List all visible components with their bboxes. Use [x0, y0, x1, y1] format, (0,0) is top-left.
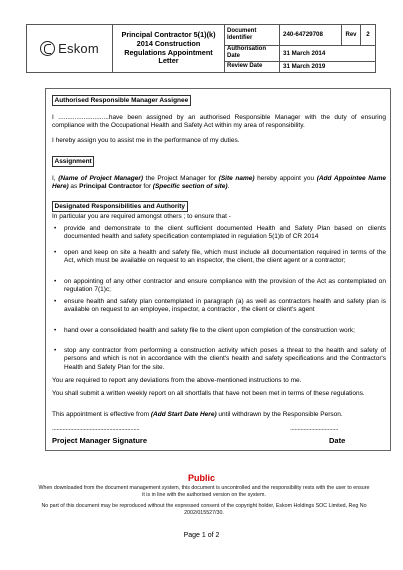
auth-date-label: Authorisation Date	[225, 46, 280, 61]
classification-label: Public	[187, 473, 215, 483]
doc-id-label: Document Identifier	[225, 25, 280, 45]
list-item: • provide and demonstrate to the client sufficient documented Health and Safety Plan based on clients documented health and safety specification contemplated in regulation 5(1)b of CR 2014	[54, 225, 386, 241]
list-item: • hand over a consolidated health and safety file to the client upon completion of the construction work;	[54, 327, 355, 334]
review-date-label: Review Date	[225, 62, 280, 72]
arm-heading: Authorised Responsible Manager Assignee	[52, 95, 191, 106]
assignment-paragraph: I, (Name of Project Manager) the Project Manager for (Site name) hereby appoint you (Add Appointee Name Here) as Principal Contractor for (Specific section of site).	[52, 175, 386, 191]
date-line: ................................	[290, 425, 339, 432]
rev-value: 2	[366, 31, 370, 39]
list-item: • on appointing of any other contractor and ensure compliance with the provision of the Act as contemplated on regulation 7(1)c;	[54, 278, 386, 294]
doc-id-value: 240-64729708	[283, 31, 323, 39]
document-title: Principal Contractor 5(1)(k) 2014 Construction Regulations Appointment Letter	[113, 25, 225, 72]
bullet-icon: •	[54, 278, 57, 285]
bullet-icon: •	[54, 249, 57, 256]
bullet-icon: •	[54, 298, 57, 305]
footer-disclaimer: When downloaded from the document management system, this document is uncontrolled and the responsibility rests with the user to ensure it is in line with the authorised version on the system.	[38, 485, 370, 498]
logo-text: Eskom	[58, 41, 99, 56]
assignment-heading: Assignment	[52, 156, 94, 167]
list-item: • open and keep on site a health and safety file, which must include all documentation required in terms of the Act, which must be available on request to an inspector, the client, the client agent or a contractor;	[54, 249, 386, 265]
bullet-icon: •	[54, 327, 57, 334]
date-label: Date	[329, 436, 346, 445]
footer-copyright: No part of this document may be reproduced without the expressed consent of the copyright holder, Eskom Holdings SOC Limited, Reg No 2002/015527/30.	[41, 503, 367, 516]
responsibilities-heading: Designated Responsibilities and Authority	[52, 201, 188, 212]
auth-date-value: 31 March 2014	[283, 49, 326, 57]
arm-paragraph-1: I ............................have been assigned by an authorised Responsible Manager with the duty of ensuring compliance with the Occupational Health and Safety Act within my area of responsibility.	[52, 114, 386, 130]
list-item: • ensure health and safety plan contemplated in paragraph (a) as well as contractors health and safety plan is available on request to an employee, inspector, a contractor , the client or client's agent	[54, 298, 386, 314]
effective-date-text: This appointment is effective from (Add Start Date Here) until withdrawn by the Responsible Person.	[52, 411, 343, 418]
weekly-report-text: You shall submit a written weekly report on all shortfalls that have not been met in terms of these regulations.	[52, 390, 365, 397]
page-number: Page 1 of 2	[183, 532, 220, 539]
responsibilities-intro: In particular you are required amongst others ; to ensure that -	[52, 213, 231, 220]
eskom-logo-icon	[40, 41, 55, 56]
report-deviations-text: You are required to report any deviations from the above-mentioned instructions to me.	[52, 377, 302, 384]
signature-line: ..........................................................	[52, 425, 140, 432]
bullet-icon: •	[54, 347, 57, 354]
document-meta	[225, 25, 375, 72]
arm-paragraph-2: I hereby assign you to assist me in the performance of my duties.	[52, 137, 240, 144]
eskom-logo	[27, 25, 113, 72]
list-item: • stop any contractor from performing a construction activity which poses a threat to the health and safety of persons and which is not in accordance with the client's health and safety specifications and the Contractor's Health and Safety Plan for the site.	[54, 347, 386, 371]
bullet-icon: •	[54, 225, 57, 232]
rev-label: Rev	[341, 25, 361, 45]
pm-signature-label: Project Manager Signature	[52, 436, 148, 445]
review-date-value: 31 March 2019	[283, 63, 326, 71]
document-header-table	[26, 24, 376, 73]
